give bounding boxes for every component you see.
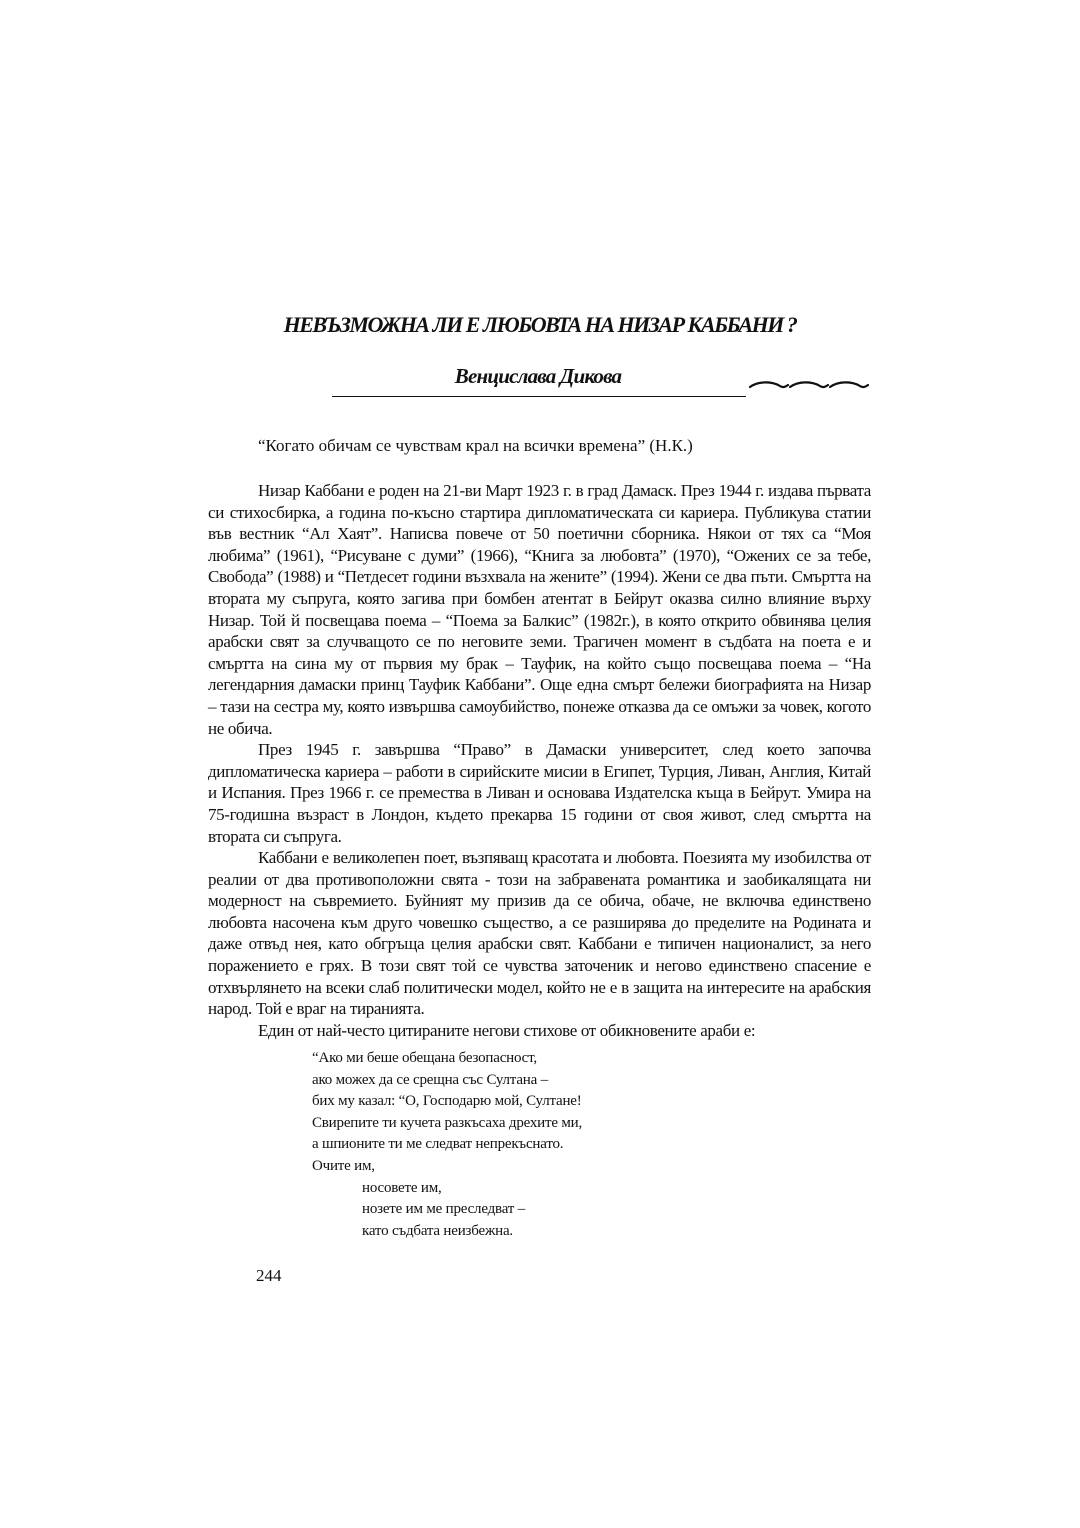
- poem-line: нозете им ме преследват –: [362, 1201, 525, 1218]
- paragraph-career: През 1945 г. завършва “Право” в Дамаски университет, след което започва дипломатическа кариера – работи в сирийските мисии в Египет, Турция, Ливан, Англия, Китай и Испания. През 1966 г. се премества в Ливан и основава Издателска къща в Бейрут. Умира на 75-годишна възраст в Лондон, където прекарва 15 години от своя живот, след смъртта на втората си съпруга.: [208, 740, 871, 846]
- author-underline: [332, 396, 746, 397]
- article-title: НЕВЪЗМОЖНА ЛИ Е ЛЮБОВТА НА НИЗАР КАББАНИ ?: [283, 312, 797, 337]
- poem-line: носовете им,: [362, 1179, 442, 1196]
- poem-line: а шпионите ти ме следват непрекъснато.: [312, 1136, 564, 1153]
- paragraph-biography: Низар Каббани е роден на 21-ви Март 1923 г. в град Дамаск. През 1944 г. издава първата си стихосбирка, а година по-късно стартира дипломатическата си кариера. Публикува статии във вестник “Ал Хаят”. Написва повече от 50 поетични сборника. Някои от тях са “Моя любима” (1961), “Рисуване с думи” (1966), “Книга за любовта” (1970), “Ожених се за тебе, Свобода” (1988) и “Петдесет години възхвала на жените” (1994). Жени се два пъти. Смъртта на втората му съпруга, която загива при бомбен атентат в Бейрут оказва силно влияние върху Низар. Той й посвещава поема – “Поема за Балкис” (1982г.), в която открито обвинява целия арабски свят за случващото се по неговите земи. Трагичен момент в съдбата на поета е и смъртта на сина му от първия му брак – Тауфик, на който също посвещава поема – “На легендарния дамаски принц Тауфик Каббани”. Още една смърт бележи биографията на Низар – тази на сестра му, която извършва самоубийство, понеже отказва да се омъжи за човек, когото не обича.: [208, 481, 871, 738]
- author-name: Венцислава Дикова: [454, 364, 622, 388]
- poem-line: като съдбата неизбежна.: [362, 1222, 513, 1239]
- article-body: [208, 480, 871, 1041]
- epigraph: “Когато обичам се чувствам крал на всички времена” (Н.К.): [258, 436, 693, 455]
- poem-line: Свирепите ти кучета разкъсаха дрехите ми,: [312, 1114, 583, 1131]
- poem-line: ако можех да се срещна със Султана –: [312, 1071, 548, 1088]
- ornament-swash-3: [830, 382, 868, 387]
- poem-line: “Ако ми беше обещана безопасност,: [312, 1050, 537, 1066]
- decorative-ornament: [748, 378, 870, 394]
- paragraph-quote-intro: Един от най-често цитираните негови стихове от обикновените араби е:: [258, 1020, 756, 1040]
- ornament-swash-1: [750, 382, 788, 387]
- ornament-swash-2: [790, 382, 828, 387]
- poem-quote: [312, 1048, 582, 1242]
- paragraph-poetry: Каббани е великолепен поет, възпяващ красотата и любовта. Поезията му изобилства от реалии от два противоположни свята - този на забравената романтика и заобикалящата ни модерност на съвремието. Буйният му призив да се обича, обаче, не включва единствено любовта насочена към друго човешко същество, а се разширява до пределите на Родината и даже отвъд нея, като обгръща целия арабски свят. Каббани е типичен националист, за него поражението е грях. В този свят той се чувства заточеник и негово единствено спасение е отхвърлянето на всеки слаб политически модел, който не е в защита на интересите на арабския народ. Той е враг на тиранията.: [208, 848, 871, 1019]
- poem-line: Очите им,: [312, 1157, 375, 1174]
- page-number: 244: [256, 1266, 282, 1285]
- poem-line: бих му казал: “О, Господарю мой, Султане!: [312, 1093, 582, 1110]
